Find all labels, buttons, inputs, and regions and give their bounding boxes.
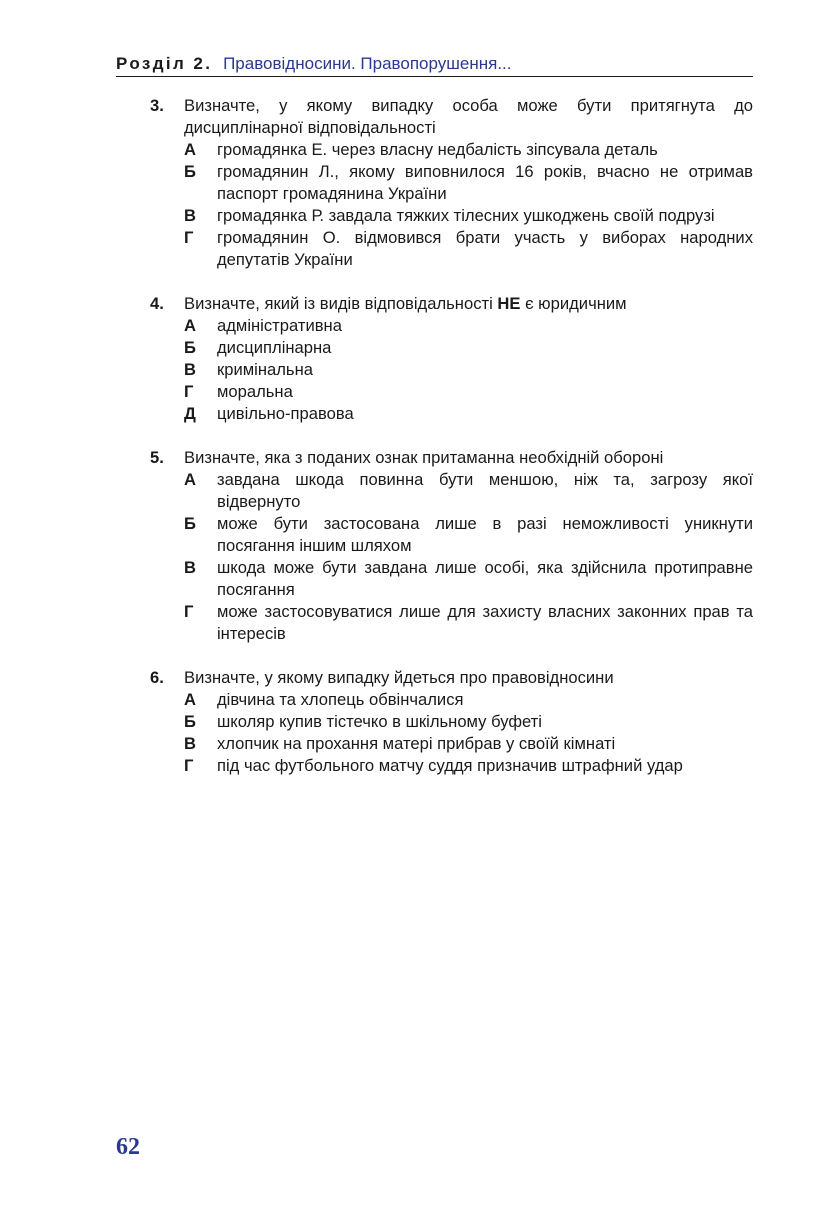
section-title: Правовідносини. Правопорушення...	[223, 54, 512, 73]
question-stem	[150, 447, 753, 469]
option-letter: Г	[184, 602, 194, 621]
page-number: 62	[116, 1134, 140, 1160]
option-letter: В	[184, 558, 196, 577]
running-header	[116, 53, 753, 75]
answer-option-v	[150, 557, 753, 601]
option-letter: Б	[184, 338, 196, 357]
option-text: школяр купив тістечко в шкільному буфеті	[217, 712, 542, 731]
option-text: громадянин Л., якому виповнилося 16 років, вчасно не отримав паспорт громадянина України	[217, 162, 753, 203]
option-text: моральна	[217, 382, 293, 401]
option-letter: А	[184, 690, 196, 709]
section-label: Розділ 2.	[116, 54, 213, 73]
answer-option-a	[150, 315, 753, 337]
question-stem	[150, 293, 753, 315]
question-number: 6.	[150, 668, 164, 687]
option-text: цивільно-правова	[217, 404, 354, 423]
option-text: громадянка Е. через власну недбалість зіпсувала деталь	[217, 140, 658, 159]
question-3	[150, 95, 753, 271]
question-text-after: є юридичним	[525, 294, 627, 313]
answer-option-v	[150, 359, 753, 381]
option-letter: Б	[184, 162, 196, 181]
option-letter: Б	[184, 514, 196, 533]
answer-option-g	[150, 755, 753, 777]
option-letter: Г	[184, 228, 194, 247]
option-text: завдана шкода повинна бути меншою, ніж та, загрозу якої відвернуто	[217, 470, 753, 511]
option-letter: В	[184, 734, 196, 753]
question-number: 4.	[150, 294, 164, 313]
question-5	[150, 447, 753, 645]
question-4	[150, 293, 753, 425]
question-stem	[150, 95, 753, 139]
question-text-before: Визначте, який із видів відповідальності	[184, 294, 493, 313]
question-text: Визначте, у якому випадку особа може бути притягнута до дисциплінарної відповідальності	[184, 96, 753, 137]
question-text: Визначте, яка з поданих ознак притаманна необхідній обороні	[184, 448, 664, 467]
answer-option-b	[150, 161, 753, 205]
option-letter: Г	[184, 756, 194, 775]
answer-option-a	[150, 469, 753, 513]
option-text: шкода може бути завдана лише особі, яка здійснила протиправне посягання	[217, 558, 753, 599]
answer-option-g	[150, 227, 753, 271]
option-letter: В	[184, 360, 196, 379]
option-text: громадянин О. відмовився брати участь у виборах народних депутатів України	[217, 228, 753, 269]
answer-option-v	[150, 733, 753, 755]
question-6	[150, 667, 753, 777]
option-letter: Г	[184, 382, 194, 401]
question-stem	[150, 667, 753, 689]
answer-option-b	[150, 337, 753, 359]
option-text: громадянка Р. завдала тяжких тілесних ушкоджень своїй подрузі	[217, 206, 715, 225]
option-letter: В	[184, 206, 196, 225]
option-text: дисциплінарна	[217, 338, 332, 357]
answer-option-d	[150, 403, 753, 425]
answer-option-g	[150, 601, 753, 645]
question-number: 5.	[150, 448, 164, 467]
answer-option-b	[150, 711, 753, 733]
option-letter: Б	[184, 712, 196, 731]
option-text: кримінальна	[217, 360, 313, 379]
option-text: може застосовуватися лише для захисту власних законних прав та інтересів	[217, 602, 753, 643]
option-text: адміністративна	[217, 316, 342, 335]
question-list	[150, 95, 753, 799]
option-letter: А	[184, 316, 196, 335]
answer-option-a	[150, 139, 753, 161]
answer-option-b	[150, 513, 753, 557]
question-number: 3.	[150, 96, 164, 115]
option-letter: А	[184, 470, 196, 489]
question-text-emphasis: НЕ	[497, 294, 521, 313]
option-letter: А	[184, 140, 196, 159]
option-text: хлопчик на прохання матері прибрав у своїй кімнаті	[217, 734, 616, 753]
question-text: Визначте, у якому випадку йдеться про правовідносини	[184, 668, 614, 687]
option-letter: Д	[184, 404, 196, 423]
option-text: може бути застосована лише в разі неможливості уникнути посягання іншим шляхом	[217, 514, 753, 555]
header-divider	[116, 76, 753, 77]
answer-option-v	[150, 205, 753, 227]
option-text: під час футбольного матчу суддя призначив штрафний удар	[217, 756, 683, 775]
answer-option-a	[150, 689, 753, 711]
option-text: дівчина та хлопець обвінчалися	[217, 690, 464, 709]
answer-option-g	[150, 381, 753, 403]
